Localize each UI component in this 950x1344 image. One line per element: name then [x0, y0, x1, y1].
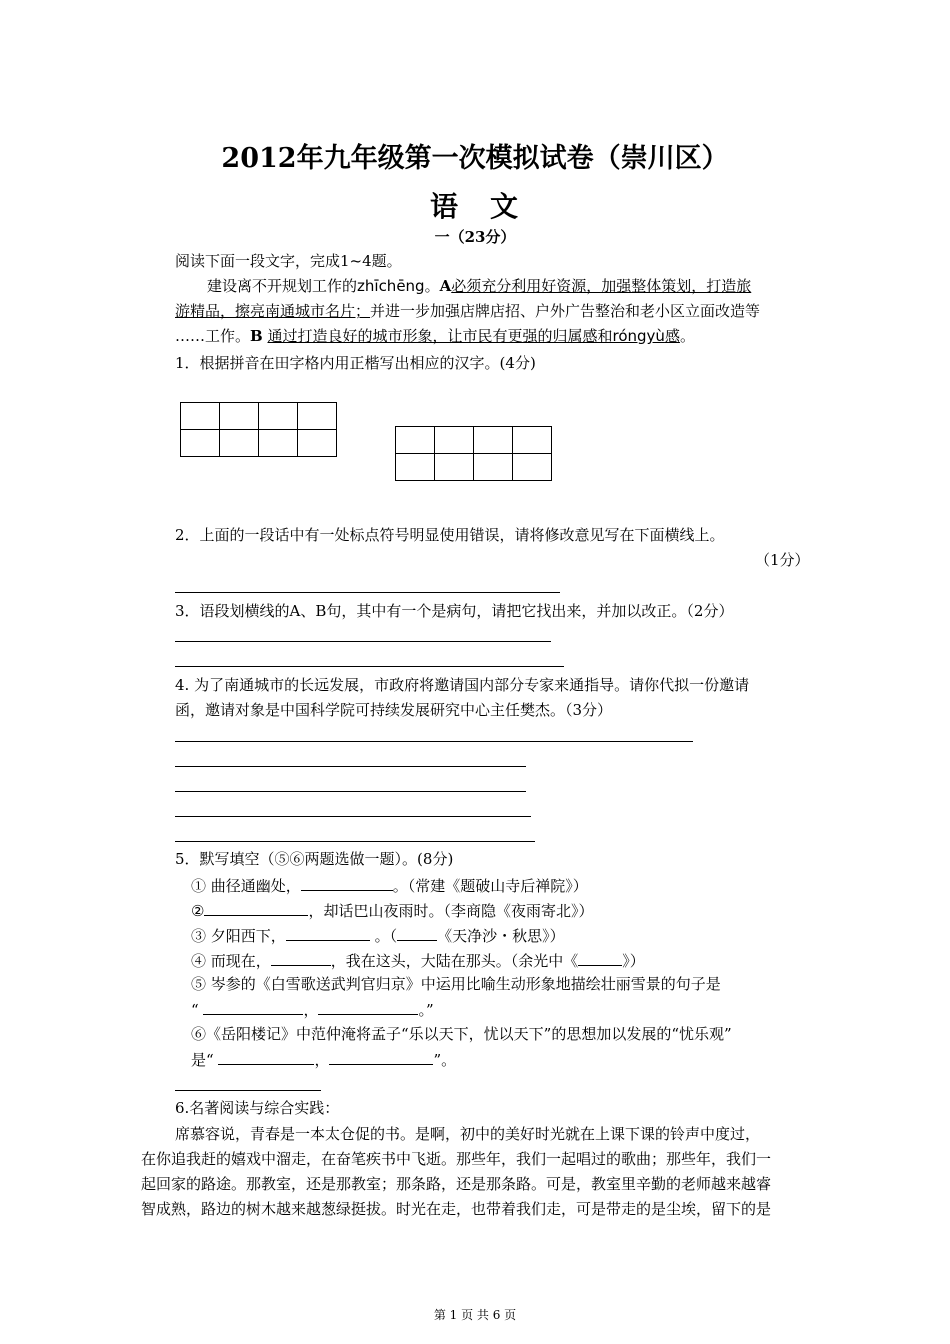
recite-item-6: ⑥《岳阳楼记》中范仲淹将孟子“乐以天下，忧以天下”的思想加以发展的“忧乐观” — [191, 1025, 732, 1043]
question-3: 3．语段划横线的A、B句，其中有一个是病句，请把它找出来，并加以改正。（2分） — [175, 602, 734, 620]
label-b: B — [250, 327, 263, 345]
q6-paragraph-line: 在你追我赶的嬉戏中溜走，在奋笔疾书中飞逝。那些年，我们一起唱过的歌曲；那些年，我们一 — [141, 1150, 772, 1168]
recite-text: ，我在这头，大陆在那头。（余光中《 — [330, 952, 579, 970]
fill-blank[interactable] — [203, 998, 303, 1015]
question-1: 1．根据拼音在田字格内用正楷写出相应的汉字。(4分) — [175, 354, 536, 372]
answer-line[interactable] — [175, 766, 526, 767]
answer-line[interactable] — [175, 741, 693, 742]
recite-item-4 — [191, 949, 645, 971]
recite-text: ”。 — [433, 1051, 457, 1069]
recite-text: ，却话巴山夜雨时。（李商隐《夜雨寄北》） — [308, 902, 594, 920]
instruction: 阅读下面一段文字，完成1~4题。 — [175, 252, 402, 270]
fill-blank[interactable] — [329, 1048, 433, 1065]
sentence-b: 通过打造良好的城市形象，让市民有更强的归属感和 — [267, 327, 613, 345]
recite-text: 。（常建《题破山寺后禅院》） — [392, 877, 588, 895]
question-2-score: （1分） — [755, 551, 810, 569]
answer-line[interactable] — [175, 816, 531, 817]
recite-text: 。（ — [374, 927, 398, 945]
recite-text: “ — [191, 1001, 199, 1019]
recite-item-3 — [191, 924, 565, 946]
fill-blank[interactable] — [397, 924, 437, 941]
recite-text: 是“ — [191, 1051, 214, 1069]
recite-text: 。” — [418, 1001, 434, 1019]
passage-line-2 — [175, 301, 760, 321]
sentence-a-cont: 游精品，擦亮南通城市名片； — [175, 302, 371, 320]
q6-paragraph-line: 起回家的路途。那教室，还是那教室；那条路，还是那条路。可是，教室里辛勤的老师越来越睿 — [141, 1175, 772, 1193]
recite-text: ③ 夕阳西下， — [191, 927, 286, 945]
passage-line-1 — [207, 276, 751, 296]
sentence-a: 必须充分利用好资源，加强整体策划，打造旅 — [451, 277, 752, 295]
fill-blank[interactable] — [271, 949, 331, 966]
passage-line-3 — [175, 326, 695, 346]
recite-text: ， — [303, 1001, 319, 1019]
divider — [175, 1090, 321, 1091]
label-a: A — [439, 277, 452, 295]
question-6: 6.名著阅读与综合实践： — [175, 1099, 340, 1117]
q6-paragraph-line: 席慕容说，青春是一本太仓促的书。是啊，初中的美好时光就在上课下课的铃声中度过， — [175, 1125, 761, 1143]
q6-paragraph-line: 智成熟，路边的树木越来越葱绿挺拔。时光在走，也带着我们走，可是带走的是尘埃，留下的是 — [141, 1200, 772, 1218]
recite-item-6-answer — [191, 1048, 456, 1070]
recite-item-1 — [191, 874, 588, 896]
fill-blank[interactable] — [204, 899, 308, 916]
recite-text: ② — [191, 902, 205, 920]
exam-title: 2012年九年级第一次模拟试卷（崇川区） — [221, 143, 729, 174]
passage-text: 并进一步加强店牌店招、户外广告整治和老小区立面改造等 — [370, 302, 761, 320]
question-2: 2．上面的一段话中有一处标点符号明显使用错误，请将修改意见写在下面横线上。 — [175, 526, 725, 544]
pinyin-2: róngyù — [612, 327, 665, 345]
passage-text: ……工作。 — [175, 327, 251, 345]
fill-blank[interactable] — [318, 998, 418, 1015]
question-5: 5．默写填空（⑤⑥两题选做一题）。(8分) — [175, 850, 454, 868]
recite-item-5-answer — [191, 998, 434, 1020]
fill-blank[interactable] — [578, 949, 622, 966]
fill-blank[interactable] — [218, 1048, 314, 1065]
passage-text: 。 — [679, 327, 695, 345]
passage-text: 建设离不开规划工作的 — [207, 277, 358, 295]
section-heading: 一（23分） — [434, 228, 516, 246]
answer-line[interactable] — [175, 592, 560, 593]
subject-title: 语 文 — [429, 190, 520, 223]
tianzige-grid-1[interactable] — [180, 402, 337, 457]
answer-line[interactable] — [175, 791, 526, 792]
recite-item-5: ⑤ 岑参的《白雪歌送武判官归京》中运用比喻生动形象地描绘壮丽雪景的句子是 — [191, 975, 721, 993]
fill-blank[interactable] — [286, 924, 370, 941]
tianzige-grid-2[interactable] — [395, 426, 552, 481]
sentence-b-end: 感 — [664, 327, 680, 345]
page-footer: 第 1 页 共 6 页 — [433, 1308, 517, 1322]
recite-text: ④ 而现在， — [191, 952, 271, 970]
recite-text: 《天净沙・秋思》） — [437, 927, 565, 945]
answer-line[interactable] — [175, 641, 551, 642]
recite-text: 》） — [622, 952, 645, 970]
recite-text: ， — [314, 1051, 330, 1069]
question-4-line-2: 函，邀请对象是中国科学院可持续发展研究中心主任樊杰。（3分） — [175, 701, 613, 719]
fill-blank[interactable] — [301, 874, 393, 891]
recite-text: ① 曲径通幽处， — [191, 877, 301, 895]
pinyin-1: zhīchēng — [357, 277, 425, 295]
question-4-line-1: 4. 为了南通城市的长远发展，市政府将邀请国内部分专家来通指导。请你代拟一份邀请 — [175, 676, 750, 694]
recite-item-2 — [191, 899, 593, 921]
answer-line[interactable] — [175, 666, 564, 667]
answer-line[interactable] — [175, 841, 535, 842]
passage-text: 。 — [424, 277, 440, 295]
